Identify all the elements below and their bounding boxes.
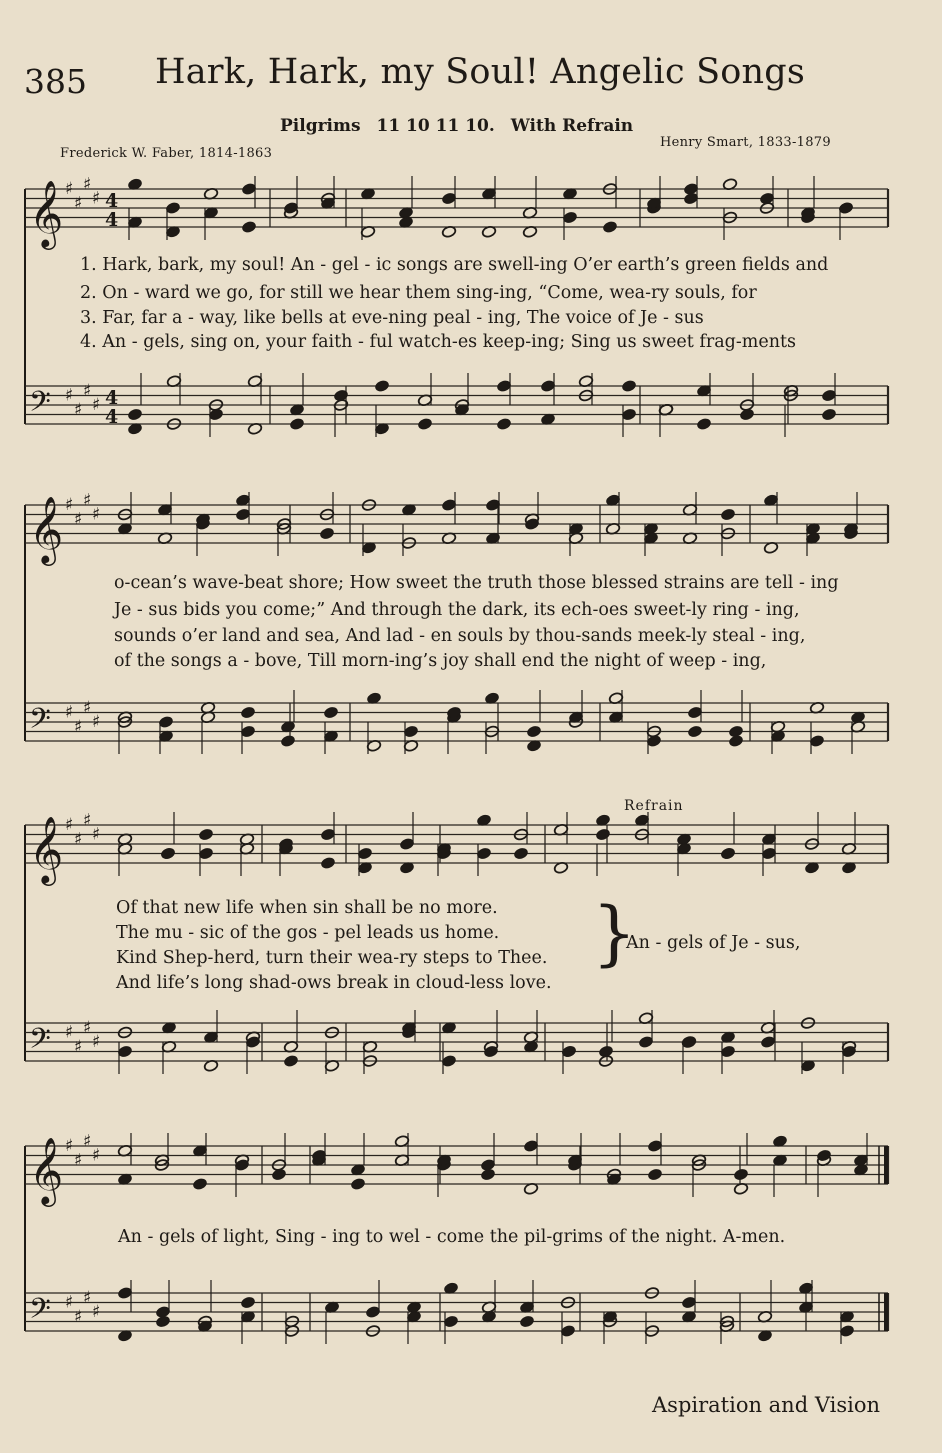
notehead	[647, 1139, 662, 1152]
sharp-sign: ♯	[74, 1306, 83, 1327]
sharp-sign: ♯	[74, 1150, 83, 1171]
sharp-sign: ♯	[65, 495, 74, 515]
sharp-sign: ♯	[65, 815, 74, 835]
notehead	[720, 508, 735, 521]
sharp-sign: ♯	[83, 1287, 92, 1308]
refrain-note: With Refrain	[510, 116, 634, 136]
treble-clef: 𝄞	[29, 1136, 64, 1204]
notehead	[320, 856, 335, 869]
time-signature: 4	[105, 406, 119, 428]
notehead	[595, 828, 610, 841]
notehead	[443, 1315, 458, 1328]
notehead	[117, 1045, 132, 1058]
meter: 11 10 11 10.	[376, 116, 495, 136]
notehead	[320, 828, 335, 841]
notehead	[560, 1324, 575, 1337]
sharp-sign: ♯	[92, 504, 101, 525]
notehead	[513, 847, 528, 860]
notehead	[417, 417, 432, 430]
notehead	[561, 1045, 576, 1058]
notehead	[646, 734, 661, 747]
verse-2-line-3: The mu - sic of the gos - pel leads us home.	[116, 923, 500, 943]
notehead	[117, 1286, 132, 1299]
sharp-sign: ♯	[65, 1136, 74, 1156]
bass-clef: 𝄢	[29, 1022, 51, 1063]
bass-clef: 𝄢	[29, 1292, 51, 1333]
sharp-sign: ♯	[74, 193, 83, 214]
sharp-sign: ♯	[83, 1017, 92, 1038]
notehead	[809, 734, 824, 747]
notehead	[760, 1035, 775, 1048]
notehead	[821, 389, 836, 402]
notehead	[350, 1177, 365, 1190]
notehead	[240, 1296, 255, 1309]
notehead	[127, 408, 142, 421]
notehead	[621, 408, 636, 421]
notehead	[441, 1054, 456, 1067]
notehead	[681, 1296, 696, 1309]
sharp-sign: ♯	[74, 399, 83, 420]
notehead	[160, 847, 175, 860]
notehead	[192, 1177, 207, 1190]
sharp-sign: ♯	[83, 810, 92, 831]
sharp-sign: ♯	[83, 380, 92, 401]
sharp-sign: ♯	[92, 824, 101, 845]
notehead	[720, 1045, 735, 1058]
section-footer: Aspiration and Vision	[652, 1393, 880, 1417]
notehead	[357, 847, 372, 860]
tune-name: Pilgrims	[280, 116, 361, 136]
sharp-sign: ♯	[92, 395, 101, 415]
treble-clef: 𝄞	[29, 495, 64, 563]
notehead	[441, 498, 456, 511]
notehead	[838, 201, 853, 214]
verse-3-line-2: sounds o’er land and sea, And lad - en souls by thou-sands meek-ly steal - ing,	[114, 626, 806, 646]
hymn-title: Hark, Hark, my Soul! Angelic Songs	[155, 52, 806, 92]
notehead	[235, 508, 250, 521]
sharp-sign: ♯	[65, 702, 74, 723]
verse-3-line-1: 3. Far, far a - way, like bells at eve-ning peal - ing, The voice of Je - sus	[80, 308, 704, 328]
notehead	[374, 379, 389, 392]
notehead	[728, 734, 743, 747]
sharp-sign: ♯	[65, 385, 74, 406]
composer-credit: Henry Smart, 1833-1879	[660, 135, 831, 150]
notehead	[687, 706, 702, 719]
bass-clef: 𝄢	[29, 702, 51, 743]
notehead	[519, 1315, 534, 1328]
notehead	[683, 192, 698, 205]
verse-2-line-2: Je - sus bids you come;” And through the dark, its ech-oes sweet-ly ring - ing,	[114, 600, 800, 620]
sharp-sign: ♯	[65, 179, 74, 199]
sharp-sign: ♯	[74, 829, 83, 850]
verse-1-line-1: 1. Hark, bark, my soul! An - gel - ic songs are swell-ing O’er earth’s green fields and	[80, 255, 829, 275]
notehead	[602, 220, 617, 233]
notehead	[399, 837, 414, 850]
time-signature: 4	[105, 209, 119, 231]
notehead	[687, 725, 702, 738]
notehead	[240, 706, 255, 719]
notehead	[365, 1305, 380, 1318]
notehead	[523, 1139, 538, 1152]
notehead	[562, 211, 577, 224]
verse-4-line-3: And life’s long shad-ows break in cloud-less love.	[116, 973, 552, 993]
notehead	[476, 847, 491, 860]
sharp-sign: ♯	[74, 1036, 83, 1057]
notehead	[241, 182, 256, 195]
verse-1-line-2: o-cean’s wave-beat shore; How sweet the truth those blessed strains are tell - ing	[114, 573, 839, 593]
verse-2-line-1: 2. On - ward we go, for still we hear them sing-ing, “Come, wea-ry souls, for	[80, 283, 757, 303]
notehead	[283, 1054, 298, 1067]
sharp-sign: ♯	[65, 1292, 74, 1313]
notehead	[198, 847, 213, 860]
notehead	[821, 408, 836, 421]
notehead	[696, 417, 711, 430]
refrain-label: Refrain	[624, 798, 684, 814]
verse-1-line-3: Of that new life when sin shall be no more.	[116, 898, 498, 918]
notehead	[241, 220, 256, 233]
author-credit: Frederick W. Faber, 1814-1863	[60, 146, 273, 161]
sharp-sign: ♯	[74, 716, 83, 737]
sharp-sign: ♯	[83, 1131, 92, 1152]
notehead	[733, 1168, 748, 1181]
notehead	[323, 706, 338, 719]
treble-clef: 𝄞	[29, 179, 64, 247]
notehead	[496, 417, 511, 430]
notehead	[240, 725, 255, 738]
notehead	[647, 1168, 662, 1181]
notehead	[198, 828, 213, 841]
notehead	[496, 379, 511, 392]
notehead	[319, 527, 334, 540]
notehead	[165, 201, 180, 214]
notehead	[441, 192, 456, 205]
notehead	[720, 847, 735, 860]
refrain-line-2: An - gels of light, Sing - ing to wel - come the pil-grims of the night. A-men.	[118, 1227, 786, 1247]
notehead	[280, 734, 295, 747]
notehead	[621, 379, 636, 392]
notehead	[480, 1158, 495, 1171]
verse-brace: }	[592, 892, 637, 974]
bass-clef: 𝄢	[29, 385, 51, 426]
sharp-sign: ♯	[92, 712, 101, 732]
notehead	[839, 1324, 854, 1337]
verse-4-line-2: of the songs a - bove, Till morn-ing’s joy shall end the night of weep - ing,	[114, 651, 767, 671]
sharp-sign: ♯	[83, 697, 92, 718]
sharp-sign: ♯	[92, 1302, 101, 1322]
sharp-sign: ♯	[83, 174, 92, 195]
verse-3-line-3: Kind Shep-herd, turn their wea-ry steps to Thee.	[116, 948, 548, 968]
notehead	[155, 1305, 170, 1318]
sharp-sign: ♯	[92, 188, 101, 209]
notehead	[289, 417, 304, 430]
sharp-sign: ♯	[92, 1145, 101, 1166]
notehead	[158, 715, 173, 728]
sharp-sign: ♯	[74, 509, 83, 530]
refrain-line-1: An - gels of Je - sus,	[626, 933, 801, 953]
treble-clef: 𝄞	[29, 815, 64, 883]
notehead	[540, 379, 555, 392]
sharp-sign: ♯	[65, 1022, 74, 1043]
notehead	[526, 725, 541, 738]
time-signature: 4	[105, 190, 119, 212]
notehead	[638, 1035, 653, 1048]
verse-4-line-1: 4. An - gels, sing on, your faith - ful watch-es keep-ing; Sing us sweet frag-ments	[80, 332, 797, 352]
sharp-sign: ♯	[83, 490, 92, 511]
notehead	[403, 725, 418, 738]
hymn-number: 385	[24, 62, 87, 101]
sharp-sign: ♯	[92, 1032, 101, 1052]
time-signature: 4	[105, 387, 119, 409]
